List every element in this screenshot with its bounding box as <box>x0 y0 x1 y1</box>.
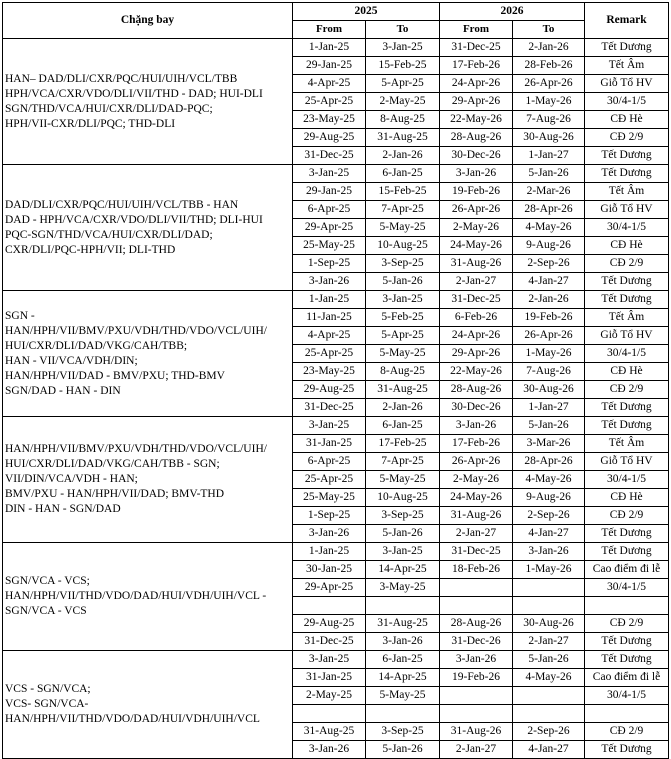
to-2026-cell: 2-Jan-26 <box>513 39 585 57</box>
from-2026-cell: 2-Jan-27 <box>440 525 513 543</box>
to-2025-cell: 7-Apr-25 <box>366 201 440 219</box>
to-2025-cell: 10-Aug-25 <box>366 237 440 255</box>
remark-cell: 30/4-1/5 <box>585 687 669 705</box>
from-2025-cell: 3-Jan-25 <box>293 165 366 183</box>
from-2026-cell: 22-May-26 <box>440 111 513 129</box>
remark-cell: CĐ 2/9 <box>585 381 669 399</box>
from-2025-cell: 30-Jan-25 <box>293 561 366 579</box>
route-line: SGN/VCA - VCS; <box>5 575 90 587</box>
route-line: HUI/CXR/DLI/DAD/VKG/CAH/TBB - SGN; <box>5 458 220 470</box>
to-2026-cell: 1-May-26 <box>513 93 585 111</box>
from-2025-cell <box>293 705 366 723</box>
remark-cell: Cao điểm đi lễ <box>585 669 669 687</box>
route-line: SGN - <box>5 309 35 322</box>
to-2025-cell: 5-Apr-25 <box>366 327 440 345</box>
to-2025-cell: 17-Feb-25 <box>366 435 440 453</box>
from-2026-cell: 31-Aug-26 <box>440 723 513 741</box>
remark-cell: Tết Dương <box>585 741 669 759</box>
route-line: CXR/DLI/PQC-HPH/VII; DLI-THD <box>5 243 176 256</box>
to-2025-cell: 6-Jan-25 <box>366 417 440 435</box>
from-2026-cell: 6-Feb-26 <box>440 309 513 327</box>
from-2026-cell: 31-Aug-26 <box>440 255 513 273</box>
from-2026-cell: 3-Jan-26 <box>440 651 513 669</box>
to-2025-cell: 3-May-25 <box>366 579 440 597</box>
from-2026-cell: 26-Apr-26 <box>440 201 513 219</box>
to-2026-cell: 30-Aug-26 <box>513 615 585 633</box>
to-2025-cell: 15-Feb-25 <box>366 57 440 75</box>
remark-cell: Cao điểm đi lễ <box>585 561 669 579</box>
table-row <box>3 39 669 57</box>
from-2026-cell: 31-Dec-25 <box>440 39 513 57</box>
remark-column-header: Remark <box>585 3 669 39</box>
table-header <box>3 3 669 39</box>
remark-cell: 30/4-1/5 <box>585 219 669 237</box>
table-row <box>3 651 669 669</box>
remark-cell: Tết Âm <box>585 309 669 327</box>
to-2026-cell: 1-May-26 <box>513 345 585 363</box>
remark-cell <box>585 597 669 615</box>
remark-cell: Giỗ Tổ HV <box>585 75 669 93</box>
to-2026-header: To <box>513 21 585 39</box>
to-2026-cell <box>513 579 585 597</box>
remark-cell: CĐ Hè <box>585 237 669 255</box>
to-2026-cell <box>513 705 585 723</box>
to-2026-cell: 4-May-26 <box>513 219 585 237</box>
remark-cell: CĐ Hè <box>585 489 669 507</box>
to-2026-cell: 28-Apr-26 <box>513 453 585 471</box>
from-2025-cell: 11-Jan-25 <box>293 309 366 327</box>
from-2026-cell: 2-May-26 <box>440 219 513 237</box>
table-row <box>3 543 669 561</box>
remark-cell: 30/4-1/5 <box>585 471 669 489</box>
from-2025-cell: 1-Jan-25 <box>293 543 366 561</box>
remark-cell: CĐ 2/9 <box>585 507 669 525</box>
from-2026-cell: 24-May-26 <box>440 237 513 255</box>
from-2026-cell: 24-Apr-26 <box>440 75 513 93</box>
route-cell <box>3 165 293 291</box>
remark-cell: CĐ Hè <box>585 111 669 129</box>
from-2025-cell: 1-Jan-25 <box>293 39 366 57</box>
from-2025-cell: 3-Jan-25 <box>293 417 366 435</box>
to-2025-cell: 15-Feb-25 <box>366 183 440 201</box>
to-2026-cell: 9-Aug-26 <box>513 489 585 507</box>
from-2025-cell: 29-Jan-25 <box>293 183 366 201</box>
remark-cell: CĐ Hè <box>585 363 669 381</box>
from-2025-cell: 1-Sep-25 <box>293 255 366 273</box>
to-2026-cell: 30-Aug-26 <box>513 129 585 147</box>
remark-cell: Tết Dương <box>585 633 669 651</box>
to-2025-cell <box>366 597 440 615</box>
from-2025-cell: 6-Apr-25 <box>293 453 366 471</box>
to-2025-cell: 8-Aug-25 <box>366 363 440 381</box>
to-2026-cell <box>513 597 585 615</box>
remark-cell: Tết Dương <box>585 147 669 165</box>
to-2026-cell: 1-Jan-27 <box>513 147 585 165</box>
to-2025-cell: 3-Sep-25 <box>366 723 440 741</box>
to-2025-cell: 6-Jan-25 <box>366 651 440 669</box>
route-line: DAD/DLI/CXR/PQC/HUI/UIH/VCL/TBB - HAN <box>5 198 239 211</box>
to-2026-cell <box>513 687 585 705</box>
to-2026-cell: 28-Feb-26 <box>513 57 585 75</box>
remark-cell: CĐ 2/9 <box>585 129 669 147</box>
from-2026-cell: 29-Apr-26 <box>440 345 513 363</box>
from-2025-cell: 29-Aug-25 <box>293 615 366 633</box>
from-2026-cell <box>440 705 513 723</box>
to-2026-cell: 5-Jan-26 <box>513 165 585 183</box>
route-cell <box>3 291 293 417</box>
from-2025-cell: 6-Apr-25 <box>293 201 366 219</box>
to-2025-cell: 3-Jan-25 <box>366 291 440 309</box>
from-2026-cell: 3-Jan-26 <box>440 417 513 435</box>
from-2026-cell: 29-Apr-26 <box>440 93 513 111</box>
to-2026-cell: 1-Jan-27 <box>513 399 585 417</box>
from-2026-cell: 19-Feb-26 <box>440 669 513 687</box>
remark-cell: 30/4-1/5 <box>585 93 669 111</box>
to-2025-cell: 5-Jan-26 <box>366 741 440 759</box>
to-2026-cell: 2-Sep-26 <box>513 507 585 525</box>
route-line: SGN/DAD - HAN - DIN <box>5 384 121 397</box>
from-2025-cell: 25-May-25 <box>293 237 366 255</box>
remark-cell: CĐ 2/9 <box>585 615 669 633</box>
to-2026-cell: 3-Mar-26 <box>513 435 585 453</box>
route-column-header: Chặng bay <box>3 3 293 39</box>
remark-cell: CĐ 2/9 <box>585 255 669 273</box>
to-2026-cell: 7-Aug-26 <box>513 363 585 381</box>
from-2025-cell: 25-May-25 <box>293 489 366 507</box>
to-2025-cell: 5-May-25 <box>366 345 440 363</box>
remark-cell: Giỗ Tổ HV <box>585 453 669 471</box>
route-line: HAN/HPH/VII/BMV/PXU/VDH/THD/VDO/VCL/UIH/ <box>5 324 267 337</box>
to-2026-cell: 2-Jan-27 <box>513 633 585 651</box>
from-2026-cell: 18-Feb-26 <box>440 561 513 579</box>
to-2025-cell: 7-Apr-25 <box>366 453 440 471</box>
from-2025-cell: 3-Jan-26 <box>293 273 366 291</box>
route-line: VCS - SGN/VCA; <box>5 683 91 695</box>
route-line: SGN/VCA - VCS <box>5 605 87 617</box>
to-2026-cell: 26-Apr-26 <box>513 327 585 345</box>
from-2026-cell <box>440 687 513 705</box>
from-2026-cell: 22-May-26 <box>440 363 513 381</box>
remark-cell: Tết Dương <box>585 273 669 291</box>
route-line: HAN– DAD/DLI/CXR/PQC/HUI/UIH/VCL/TBB <box>5 72 238 85</box>
route-line: DIN - HAN - SGN/DAD <box>5 503 121 515</box>
from-2025-cell: 25-Apr-25 <box>293 471 366 489</box>
to-2026-cell: 5-Jan-26 <box>513 651 585 669</box>
route-cell <box>3 543 293 651</box>
remark-cell: Tết Âm <box>585 435 669 453</box>
from-2025-cell: 4-Apr-25 <box>293 75 366 93</box>
to-2026-cell: 28-Apr-26 <box>513 201 585 219</box>
year-2026-header: 2026 <box>440 3 585 21</box>
to-2025-cell: 3-Sep-25 <box>366 507 440 525</box>
from-2025-cell: 3-Jan-25 <box>293 651 366 669</box>
remark-cell: Giỗ Tổ HV <box>585 327 669 345</box>
route-line: HAN - VII/VCA/VDH/DIN; <box>5 354 138 367</box>
to-2025-cell: 31-Aug-25 <box>366 381 440 399</box>
to-2026-cell: 4-Jan-27 <box>513 525 585 543</box>
remark-cell: Tết Dương <box>585 417 669 435</box>
to-2026-cell: 3-Jan-26 <box>513 543 585 561</box>
remark-cell: 30/4-1/5 <box>585 345 669 363</box>
from-2025-cell: 4-Apr-25 <box>293 327 366 345</box>
route-line: SGN/THD/VCA/HUI/CXR/DLI/DAD-PQC; <box>5 102 213 115</box>
to-2025-header: To <box>366 21 440 39</box>
to-2026-cell: 2-Sep-26 <box>513 255 585 273</box>
from-2025-cell: 29-Aug-25 <box>293 381 366 399</box>
to-2025-cell: 5-May-25 <box>366 687 440 705</box>
from-2026-cell: 2-Jan-27 <box>440 741 513 759</box>
from-2026-cell: 2-Jan-27 <box>440 273 513 291</box>
to-2025-cell: 3-Sep-25 <box>366 255 440 273</box>
from-2025-cell: 31-Dec-25 <box>293 399 366 417</box>
remark-cell: Tết Dương <box>585 651 669 669</box>
from-2025-cell: 2-May-25 <box>293 687 366 705</box>
to-2025-cell: 5-May-25 <box>366 471 440 489</box>
route-line: BMV/PXU - HAN/HPH/VII/DAD; BMV-THD <box>5 488 225 500</box>
from-2025-cell: 29-Apr-25 <box>293 219 366 237</box>
to-2025-cell: 14-Apr-25 <box>366 669 440 687</box>
from-2025-cell: 1-Jan-25 <box>293 291 366 309</box>
from-2025-cell <box>293 597 366 615</box>
to-2025-cell: 31-Aug-25 <box>366 129 440 147</box>
remark-cell: 30/4-1/5 <box>585 579 669 597</box>
to-2025-cell: 3-Jan-25 <box>366 543 440 561</box>
to-2025-cell: 2-Jan-26 <box>366 147 440 165</box>
remark-cell: Tết Âm <box>585 183 669 201</box>
remark-cell: Tết Dương <box>585 291 669 309</box>
to-2025-cell: 31-Aug-25 <box>366 615 440 633</box>
to-2025-cell: 5-Jan-26 <box>366 273 440 291</box>
from-2025-cell: 3-Jan-26 <box>293 741 366 759</box>
route-cell <box>3 39 293 165</box>
to-2026-cell: 1-May-26 <box>513 561 585 579</box>
to-2025-cell: 8-Aug-25 <box>366 111 440 129</box>
remark-cell: Giỗ Tổ HV <box>585 201 669 219</box>
to-2026-cell: 26-Apr-26 <box>513 75 585 93</box>
from-2026-cell: 30-Dec-26 <box>440 399 513 417</box>
table-row <box>3 291 669 309</box>
from-2025-cell: 29-Apr-25 <box>293 579 366 597</box>
to-2025-cell: 5-Apr-25 <box>366 75 440 93</box>
to-2025-cell: 6-Jan-25 <box>366 165 440 183</box>
from-2026-cell: 2-May-26 <box>440 471 513 489</box>
from-2026-cell: 28-Aug-26 <box>440 129 513 147</box>
from-2026-cell: 31-Dec-25 <box>440 291 513 309</box>
from-2026-cell: 31-Dec-26 <box>440 633 513 651</box>
to-2025-cell: 14-Apr-25 <box>366 561 440 579</box>
remark-cell: Tết Âm <box>585 57 669 75</box>
route-line: DAD - HPH/VCA/CXR/VDO/DLI/VII/THD; DLI-HUI <box>5 213 263 226</box>
from-2025-cell: 3-Jan-26 <box>293 525 366 543</box>
to-2026-cell: 4-May-26 <box>513 471 585 489</box>
from-2026-cell: 24-Apr-26 <box>440 327 513 345</box>
from-2026-cell: 31-Aug-26 <box>440 507 513 525</box>
to-2025-cell: 5-Feb-25 <box>366 309 440 327</box>
to-2025-cell: 5-Jan-26 <box>366 525 440 543</box>
remark-cell: Tết Dương <box>585 39 669 57</box>
from-2026-cell <box>440 579 513 597</box>
from-2026-header: From <box>440 21 513 39</box>
remark-cell: Tết Dương <box>585 525 669 543</box>
from-2026-cell: 28-Aug-26 <box>440 615 513 633</box>
to-2025-cell: 2-May-25 <box>366 93 440 111</box>
from-2026-cell: 26-Apr-26 <box>440 453 513 471</box>
route-cell <box>3 651 293 759</box>
to-2026-cell: 2-Jan-26 <box>513 291 585 309</box>
table-body <box>3 39 669 759</box>
year-2025-header: 2025 <box>293 3 440 21</box>
from-2026-cell: 3-Jan-26 <box>440 165 513 183</box>
from-2026-cell <box>440 597 513 615</box>
to-2025-cell <box>366 705 440 723</box>
route-line: VII/DIN/VCA/VDH - HAN; <box>5 473 138 485</box>
remark-cell: Tết Dương <box>585 543 669 561</box>
remark-cell: Tết Dương <box>585 165 669 183</box>
route-cell <box>3 417 293 543</box>
remark-cell: CĐ 2/9 <box>585 723 669 741</box>
to-2026-cell: 4-Jan-27 <box>513 273 585 291</box>
route-line: HAN/HPH/VII/BMV/PXU/VDH/THD/VDO/VCL/UIH/ <box>5 443 267 455</box>
table-row <box>3 417 669 435</box>
from-2026-cell: 31-Dec-25 <box>440 543 513 561</box>
from-2026-cell: 19-Feb-26 <box>440 183 513 201</box>
from-2026-cell: 30-Dec-26 <box>440 147 513 165</box>
route-line: HUI/CXR/DLI/DAD/VKG/CAH/TBB; <box>5 339 188 352</box>
table-row <box>3 165 669 183</box>
from-2025-cell: 25-Apr-25 <box>293 345 366 363</box>
from-2026-cell: 24-May-26 <box>440 489 513 507</box>
route-line: HPH/VCA/CXR/VDO/DLI/VII/THD - DAD; HUI-DLI <box>5 87 263 100</box>
route-line: HAN/HPH/VII/THD/VDO/DAD/HUI/VDH/UIH/VCL - <box>5 590 267 602</box>
from-2025-cell: 31-Dec-25 <box>293 633 366 651</box>
from-2026-cell: 17-Feb-26 <box>440 435 513 453</box>
route-line: HPH/VII-CXR/DLI/PQC; THD-DLI <box>5 117 176 130</box>
from-2025-cell: 31-Jan-25 <box>293 435 366 453</box>
holiday-schedule-table <box>2 2 669 759</box>
route-line: HAN/HPH/VII/THD/VDO/DAD/HUI/VDH/UIH/VCL <box>5 713 260 725</box>
remark-cell <box>585 705 669 723</box>
to-2026-cell: 4-May-26 <box>513 669 585 687</box>
from-2025-cell: 25-Apr-25 <box>293 93 366 111</box>
to-2026-cell: 2-Mar-26 <box>513 183 585 201</box>
from-2025-cell: 29-Aug-25 <box>293 129 366 147</box>
from-2025-cell: 23-May-25 <box>293 111 366 129</box>
route-line: VCS- SGN/VCA- <box>5 698 89 710</box>
from-2025-cell: 31-Dec-25 <box>293 147 366 165</box>
to-2025-cell: 5-May-25 <box>366 219 440 237</box>
to-2025-cell: 2-Jan-26 <box>366 399 440 417</box>
to-2025-cell: 3-Jan-26 <box>366 633 440 651</box>
to-2026-cell: 19-Feb-26 <box>513 309 585 327</box>
from-2025-cell: 31-Jan-25 <box>293 669 366 687</box>
to-2026-cell: 30-Aug-26 <box>513 381 585 399</box>
to-2026-cell: 4-Jan-27 <box>513 741 585 759</box>
from-2025-cell: 29-Jan-25 <box>293 57 366 75</box>
to-2025-cell: 3-Jan-25 <box>366 39 440 57</box>
route-line: PQC-SGN/THD/VCA/HUI/CXR/DLI/DAD; <box>5 228 213 241</box>
remark-cell: Tết Dương <box>585 399 669 417</box>
to-2026-cell: 9-Aug-26 <box>513 237 585 255</box>
from-2025-cell: 23-May-25 <box>293 363 366 381</box>
to-2026-cell: 7-Aug-26 <box>513 111 585 129</box>
from-2025-cell: 31-Aug-25 <box>293 723 366 741</box>
from-2025-header: From <box>293 21 366 39</box>
from-2025-cell: 1-Sep-25 <box>293 507 366 525</box>
to-2026-cell: 2-Sep-26 <box>513 723 585 741</box>
from-2026-cell: 28-Aug-26 <box>440 381 513 399</box>
to-2025-cell: 10-Aug-25 <box>366 489 440 507</box>
route-line: HAN/HPH/VII/DAD - BMV/PXU; THD-BMV <box>5 369 225 382</box>
from-2026-cell: 17-Feb-26 <box>440 57 513 75</box>
to-2026-cell: 5-Jan-26 <box>513 417 585 435</box>
